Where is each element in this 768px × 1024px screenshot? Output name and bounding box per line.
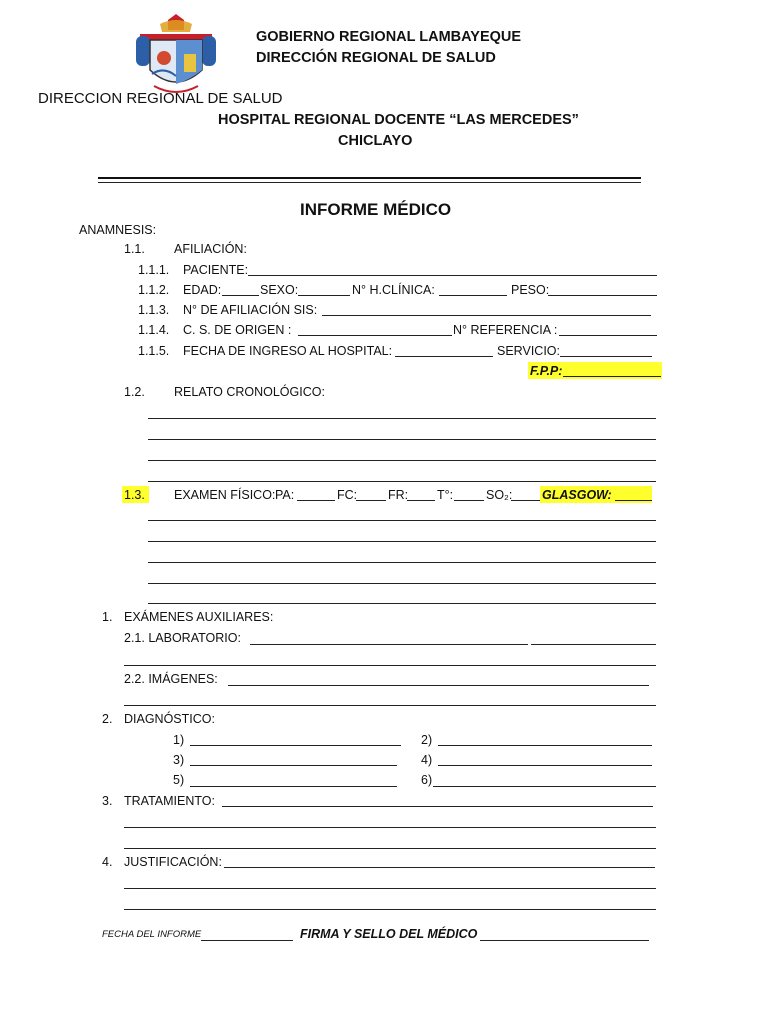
tratamiento-number: 3.	[102, 794, 113, 808]
examen-fisico-label: EXAMEN FÍSICO:	[174, 488, 276, 502]
laboratorio-label: 2.1. LABORATORIO:	[124, 631, 241, 645]
imagenes-line[interactable]	[124, 705, 656, 706]
fecha-ingreso-label: FECHA DE INGRESO AL HOSPITAL:	[183, 344, 393, 358]
diagnostico-field-4[interactable]	[438, 765, 652, 766]
cs-origen-field[interactable]	[298, 335, 452, 336]
laboratorio-field[interactable]	[250, 644, 528, 645]
relato-line[interactable]	[148, 439, 656, 440]
afiliacion-sis-label: N° DE AFILIACIÓN SIS:	[183, 303, 318, 317]
glasgow-label: GLASGOW:	[542, 488, 612, 502]
regional-health-seal-logo	[134, 14, 218, 96]
section-1-2-number: 1.2.	[124, 385, 145, 399]
fc-label: FC:	[337, 488, 358, 502]
diagnostico-field-5[interactable]	[190, 786, 397, 787]
firma-sello-label: FIRMA Y SELLO DEL MÉDICO	[300, 927, 478, 941]
diagnostico-item-1: 1)	[173, 733, 185, 747]
referencia-field[interactable]	[559, 335, 657, 336]
paciente-label: PACIENTE:	[183, 263, 249, 277]
examen-fisico-line[interactable]	[148, 603, 656, 604]
relato-cronologico-label: RELATO CRONOLÓGICO:	[174, 385, 325, 399]
pa-label: PA:	[275, 488, 295, 502]
justificacion-label: JUSTIFICACIÓN:	[124, 855, 222, 869]
section-1-3-number: 1.3.	[124, 488, 145, 502]
examenes-auxiliares-label: EXÁMENES AUXILIARES:	[124, 610, 274, 624]
city-name: CHICLAYO	[338, 133, 413, 149]
header-direction: DIRECCIÓN REGIONAL DE SALUD	[256, 50, 496, 66]
tratamiento-line[interactable]	[124, 827, 656, 828]
tratamiento-label: TRATAMIENTO:	[124, 794, 215, 808]
relato-line[interactable]	[148, 460, 656, 461]
historia-clinica-label: N° H.CLÍNICA:	[352, 283, 435, 297]
diagnostico-item-2: 2)	[421, 733, 433, 747]
diagnostico-label: DIAGNÓSTICO:	[124, 712, 215, 726]
diagnostico-item-6: 6)	[421, 773, 433, 787]
laboratorio-line[interactable]	[124, 665, 656, 666]
fr-field[interactable]	[407, 500, 435, 501]
examen-fisico-line[interactable]	[148, 541, 656, 542]
anamnesis-label: ANAMNESIS:	[79, 223, 157, 237]
relato-line[interactable]	[148, 481, 656, 482]
fr-label: FR:	[388, 488, 409, 502]
diagnostico-field-2[interactable]	[438, 745, 652, 746]
document-title: INFORME MÉDICO	[300, 200, 452, 219]
paciente-field[interactable]	[248, 275, 657, 276]
examen-fisico-line[interactable]	[148, 562, 656, 563]
cs-origen-label: C. S. DE ORIGEN :	[183, 323, 292, 337]
header-separator	[98, 177, 641, 179]
diagnostico-item-3: 3)	[173, 753, 185, 767]
edad-label: EDAD:	[183, 283, 222, 297]
diagnostico-field-6[interactable]	[433, 786, 656, 787]
relato-line[interactable]	[148, 418, 656, 419]
justificacion-line[interactable]	[124, 909, 656, 910]
row-1-1-3-number: 1.1.3.	[138, 303, 170, 317]
tratamiento-field[interactable]	[222, 806, 653, 807]
sexo-label: SEXO:	[260, 283, 299, 297]
fpp-field[interactable]	[563, 376, 661, 377]
fecha-informe-label: FECHA DEL INFORME	[102, 929, 202, 940]
fpp-label: F.P.P:	[530, 364, 563, 378]
referencia-label: N° REFERENCIA :	[453, 323, 558, 337]
edad-field[interactable]	[222, 295, 259, 296]
imagenes-label: 2.2. IMÁGENES:	[124, 672, 218, 686]
diagnostico-item-5: 5)	[173, 773, 185, 787]
row-1-1-4-number: 1.1.4.	[138, 323, 170, 337]
diagnostico-field-3[interactable]	[190, 765, 397, 766]
firma-sello-field[interactable]	[480, 940, 649, 941]
diagnostico-item-4: 4)	[421, 753, 433, 767]
justificacion-field[interactable]	[224, 867, 655, 868]
tratamiento-line[interactable]	[124, 848, 656, 849]
header-government: GOBIERNO REGIONAL LAMBAYEQUE	[256, 29, 522, 45]
historia-clinica-field[interactable]	[439, 295, 507, 296]
row-1-1-5-number: 1.1.5.	[138, 344, 170, 358]
temperature-label: T°:	[437, 488, 454, 502]
examen-fisico-line[interactable]	[148, 520, 656, 521]
logo-caption: DIRECCION REGIONAL DE SALUD	[38, 90, 283, 107]
row-1-1-1-number: 1.1.1.	[138, 263, 170, 277]
afiliacion-label: AFILIACIÓN:	[174, 242, 247, 256]
examen-fisico-line[interactable]	[148, 583, 656, 584]
temperature-field[interactable]	[454, 500, 484, 501]
hospital-name: HOSPITAL REGIONAL DOCENTE “LAS MERCEDES”	[218, 112, 579, 128]
servicio-field[interactable]	[560, 356, 652, 357]
diagnostico-number: 2.	[102, 712, 113, 726]
header-separator-thin	[98, 182, 641, 183]
row-1-1-2-number: 1.1.2.	[138, 283, 170, 297]
sexo-field[interactable]	[298, 295, 350, 296]
imagenes-field[interactable]	[228, 685, 649, 686]
fc-field[interactable]	[356, 500, 386, 501]
peso-field[interactable]	[548, 295, 657, 296]
fecha-ingreso-field[interactable]	[395, 356, 493, 357]
justificacion-number: 4.	[102, 855, 113, 869]
pa-field[interactable]	[297, 500, 335, 501]
examenes-number: 1.	[102, 610, 113, 624]
justificacion-line[interactable]	[124, 888, 656, 889]
laboratorio-field-extra[interactable]	[531, 644, 656, 645]
saturation-label: SO₂:	[486, 488, 513, 502]
section-1-1-number: 1.1.	[124, 242, 145, 256]
servicio-label: SERVICIO:	[497, 344, 560, 358]
glasgow-field[interactable]	[615, 500, 652, 501]
diagnostico-field-1[interactable]	[190, 745, 401, 746]
fecha-informe-field[interactable]	[201, 940, 293, 941]
saturation-field[interactable]	[511, 500, 541, 501]
peso-label: PESO:	[511, 283, 550, 297]
afiliacion-sis-field[interactable]	[322, 315, 651, 316]
